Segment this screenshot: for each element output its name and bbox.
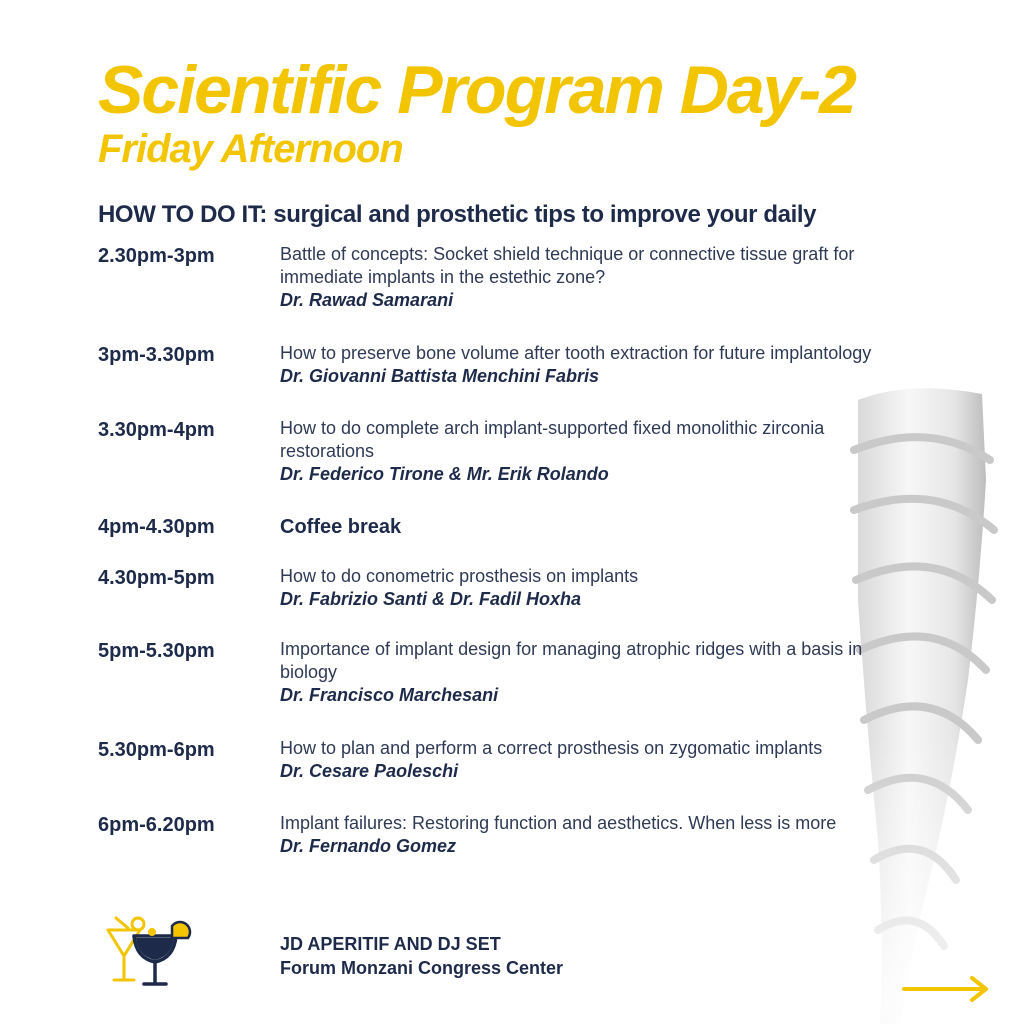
schedule-time: 5pm-5.30pm (98, 640, 215, 662)
talk-title: How to do complete arch implant-supported fixed monolithic zirconia restorations (280, 418, 825, 461)
schedule-description (280, 638, 912, 707)
talk-title: How to plan and perform a correct prosthesis on zygomatic implants (280, 738, 823, 758)
break-label: Coffee break (280, 516, 402, 538)
schedule-description (280, 565, 912, 611)
schedule-description (280, 417, 912, 486)
speaker-name: Dr. Cesare Paoleschi (280, 761, 459, 781)
schedule-time: 3.30pm-4pm (98, 419, 215, 441)
schedule-time: 2.30pm-3pm (98, 245, 215, 267)
speaker-name: Dr. Francisco Marchesani (280, 685, 499, 705)
schedule-time: 4.30pm-5pm (98, 567, 215, 589)
schedule-time: 5.30pm-6pm (98, 739, 215, 761)
schedule-description (280, 342, 912, 388)
talk-title: Importance of implant design for managing atrophic ridges with a basis in biology (280, 639, 863, 682)
cocktail-glasses-icon (104, 912, 196, 992)
page-subtitle: Friday Afternoon (98, 127, 403, 171)
schedule-description (280, 514, 912, 540)
footer-event (280, 932, 563, 980)
talk-title: How to preserve bone volume after tooth extraction for future implantology (280, 343, 872, 363)
footer-title: JD APERITIF AND DJ SET (280, 934, 501, 954)
speaker-name: Dr. Giovanni Battista Menchini Fabris (280, 366, 600, 386)
schedule-description (280, 737, 912, 783)
schedule-time: 3pm-3.30pm (98, 344, 215, 366)
speaker-name: Dr. Rawad Samarani (280, 290, 454, 310)
arrow-right-icon[interactable] (900, 974, 992, 1004)
talk-title: Battle of concepts: Socket shield technique or connective tissue graft for immediate implants in the estethic zone? (280, 244, 855, 287)
speaker-name: Dr. Fabrizio Santi & Dr. Fadil Hoxha (280, 589, 582, 609)
talk-title: How to do conometric prosthesis on implants (280, 566, 639, 586)
speaker-name: Dr. Federico Tirone & Mr. Erik Rolando (280, 464, 609, 484)
section-heading: HOW TO DO IT: surgical and prosthetic tips to improve your daily (98, 201, 817, 228)
schedule-time: 6pm-6.20pm (98, 814, 215, 836)
footer-venue: Forum Monzani Congress Center (280, 958, 564, 978)
talk-title: Implant failures: Restoring function and aesthetics. When less is more (280, 813, 837, 833)
schedule-description (280, 243, 912, 312)
page-title: Scientific Program Day-2 (98, 52, 855, 128)
schedule-description (280, 812, 912, 858)
schedule-time: 4pm-4.30pm (98, 516, 215, 538)
speaker-name: Dr. Fernando Gomez (280, 836, 457, 856)
